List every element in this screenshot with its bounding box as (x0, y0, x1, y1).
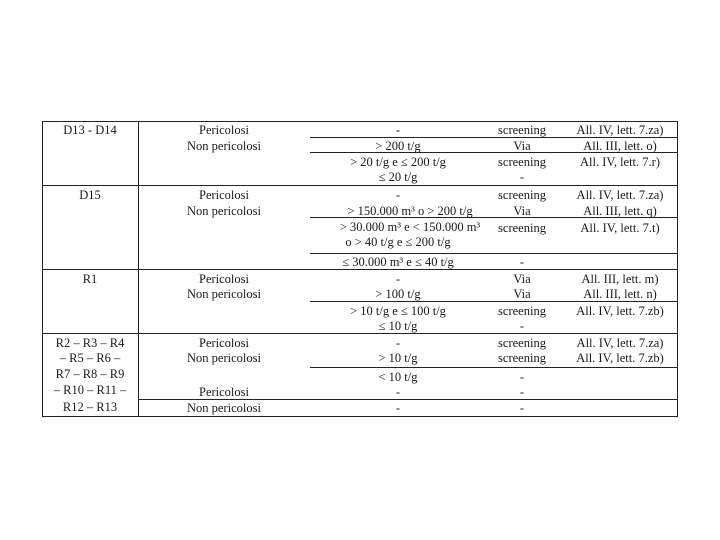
type-cell: Non pericolosi (187, 401, 261, 415)
threshold-cell: - (395, 401, 401, 415)
reference-cell: All. IV, lett. 7.t) (580, 221, 660, 235)
type-cell: Non pericolosi (187, 139, 261, 153)
type-cell: Non pericolosi (187, 204, 261, 218)
reference-cell: All. III, lett. o) (583, 139, 657, 153)
inner-divider (310, 253, 678, 254)
reference-cell: All. III, lett. m) (581, 272, 659, 286)
type-cell: Pericolosi (199, 188, 249, 202)
threshold-cell: < 10 t/g (378, 370, 418, 384)
procedure-cell: - (519, 255, 525, 269)
type-cell: Pericolosi (199, 123, 249, 137)
type-cell: Pericolosi (199, 272, 249, 286)
threshold-cell: > 100 t/g (375, 287, 421, 301)
threshold-cell: > 200 t/g (375, 139, 421, 153)
code-cell: R12 – R13 (62, 400, 118, 414)
procedure-cell: screening (498, 155, 546, 169)
threshold-cell: ≤ 10 t/g (378, 319, 418, 333)
threshold-cell: - (395, 336, 401, 350)
threshold-cell: - (395, 272, 401, 286)
reference-cell: All. IV, lett. 7.za) (576, 336, 664, 350)
procedure-cell: screening (498, 336, 546, 350)
procedure-cell: screening (498, 304, 546, 318)
procedure-cell: - (519, 170, 525, 184)
code-cell: – R10 – R11 – (53, 383, 127, 397)
code-cell: R1 (82, 272, 98, 286)
group-divider-r2 (42, 333, 678, 334)
procedure-cell: - (519, 319, 525, 333)
reference-cell: All. IV, lett. 7.za) (576, 123, 664, 137)
procedure-cell: screening (498, 188, 546, 202)
threshold-cell: > 10 t/g e ≤ 100 t/g (350, 304, 446, 318)
procedure-cell: - (519, 370, 525, 384)
reference-cell: All. III, lett. q) (583, 204, 657, 218)
threshold-cell: > 30.000 m³ e < 150.000 m³ (339, 220, 481, 234)
type-cell: Pericolosi (199, 336, 249, 350)
inner-divider (310, 367, 678, 368)
procedure-cell: screening (498, 123, 546, 137)
procedure-cell: - (519, 401, 525, 415)
threshold-cell: ≤ 20 t/g (378, 170, 418, 184)
threshold-cell: - (395, 188, 401, 202)
procedure-cell: Via (513, 139, 531, 153)
threshold-cell: > 150.000 m³ o > 200 t/g (347, 204, 473, 218)
inner-divider (310, 301, 678, 302)
procedure-cell: screening (498, 351, 546, 365)
type-cell: Pericolosi (199, 385, 249, 399)
reference-cell: All. IV, lett. 7.za) (576, 188, 664, 202)
reference-cell: All. IV, lett. 7.r) (580, 155, 660, 169)
type-cell: Non pericolosi (187, 351, 261, 365)
reference-cell: All. III, lett. n) (583, 287, 657, 301)
procedure-cell: screening (498, 221, 546, 235)
reference-cell: All. IV, lett. 7.zb) (576, 304, 664, 318)
inner-divider (138, 399, 678, 400)
group-divider-r1 (42, 269, 678, 270)
reference-cell: All. IV, lett. 7.zb) (576, 351, 664, 365)
code-cell: D15 (79, 188, 101, 202)
threshold-cell: > 10 t/g (378, 351, 418, 365)
threshold-cell: o > 40 t/g e ≤ 200 t/g (345, 235, 451, 249)
code-cell: – R5 – R6 – (59, 351, 121, 365)
threshold-cell: - (395, 385, 401, 399)
threshold-cell: > 20 t/g e ≤ 200 t/g (350, 155, 446, 169)
inner-divider (310, 137, 678, 138)
code-cell: D13 - D14 (63, 123, 117, 137)
waste-treatment-table (42, 121, 678, 417)
threshold-cell: ≤ 30.000 m³ e ≤ 40 t/g (342, 255, 454, 269)
procedure-cell: Via (513, 287, 531, 301)
procedure-cell: - (519, 385, 525, 399)
type-cell: Non pericolosi (187, 287, 261, 301)
group-divider-d15 (42, 185, 678, 186)
threshold-cell: - (395, 123, 401, 137)
code-cell: R7 – R8 – R9 (55, 367, 125, 381)
code-cell: R2 – R3 – R4 (55, 336, 125, 350)
procedure-cell: Via (513, 204, 531, 218)
procedure-cell: Via (513, 272, 531, 286)
